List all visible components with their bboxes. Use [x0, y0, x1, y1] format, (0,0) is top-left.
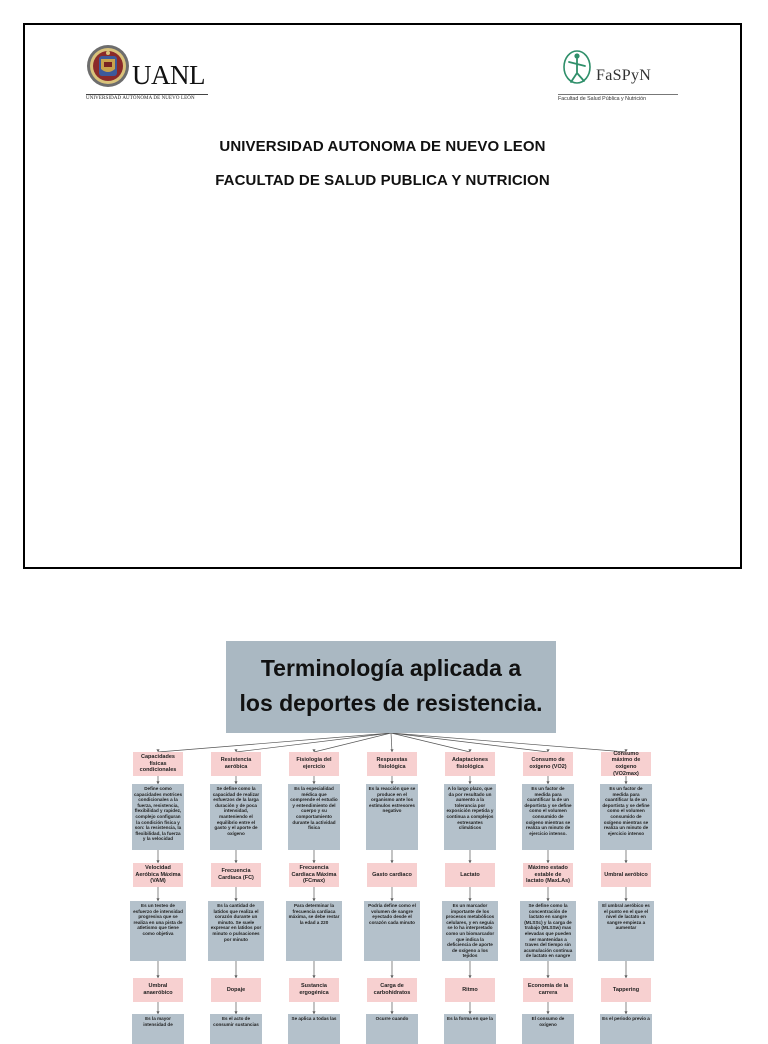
column-7-definition-2: El umbral aeróbico es el punto en el que el nivel de lactato en sangre empieza a aumentar: [598, 901, 654, 961]
column-3-definition-2: Para determinar la frecuencia cardiaca máxima, se debe restar la edad a 220: [286, 901, 342, 961]
title-to-term-connector: [391, 733, 392, 752]
column-2-definition-2: Es la cantidad de latidos que realiza el corazón durante un minuto. Se suele expresar en latidos por minuto o pulsaciones por minuto: [208, 901, 264, 961]
column-6-term-3: Economía de la carrera: [523, 978, 573, 1002]
column-3-definition: Es la especialidad médica que comprende el estudio y entendimiento del cuerpo y su comportamiento durante la actividad física: [288, 784, 340, 850]
title-to-term-connector: [236, 733, 391, 752]
column-3-term-3: Sustancia ergogénica: [289, 978, 339, 1002]
column-5-definition: A lo largo plazo, que da por resultado un aumento a la tolerancia por exposición repetida y continua a complejos estresantes climáticos: [444, 784, 496, 850]
title-line-2: los deportes de resistencia.: [239, 690, 543, 716]
faculty-heading: FACULTAD DE SALUD PUBLICA Y NUTRICION: [215, 172, 550, 189]
column-6-term-2: Máximo estado estable de lactato (MaxLAs): [523, 863, 573, 887]
column-4-term-3: Carga de carbohidratos: [367, 978, 417, 1002]
column-3-definition-3: Se aplica a todas las: [288, 1014, 340, 1044]
column-5-definition-3: Es la forma en que la: [444, 1014, 496, 1044]
uanl-logo-subtitle: UNIVERSIDAD AUTÓNOMA DE NUEVO LEÓN: [86, 96, 195, 101]
cover-page: [23, 23, 742, 569]
title-to-term-connector: [158, 733, 391, 752]
faspyn-emblem-icon: [560, 47, 594, 89]
column-7-term-2: Umbral aeróbico: [601, 863, 651, 887]
column-5-term: Adaptaciones fisiológica: [445, 752, 495, 776]
column-2-definition: Se define como la capacidad de realizar esfuerzos de la larga duración y de poca intensidad, manteniendo el equilibrio entre el gasto y el aporte de oxígeno: [210, 784, 262, 850]
column-5-term-3: Ritmo: [445, 978, 495, 1002]
column-2-term-2: Frecuencia Cardiaca (FC): [211, 863, 261, 887]
faspyn-logo-subtitle: Facultad de Salud Pública y Nutrición: [558, 96, 647, 102]
column-1-definition-2: Es un testeo de esfuerzo de intensidad progresiva que se realiza en una pista de atletismo que tiene como objetiva: [130, 901, 186, 961]
column-4-term-2: Gasto cardiaco: [367, 863, 417, 887]
column-1-definition-3: Es la mayor intensidad de: [132, 1014, 184, 1044]
column-4-definition: Es la reacción que se produce en el organismo ante los estímulos estresores negativo: [366, 784, 418, 850]
uanl-logo: [86, 44, 212, 104]
column-2-term-3: Dopaje: [211, 978, 261, 1002]
title-to-term-connector: [391, 733, 548, 752]
title-line-1: Terminología aplicada a: [260, 655, 522, 681]
column-7-definition-3: Es el periodo previo a: [600, 1014, 652, 1044]
university-seal-icon: [86, 44, 130, 88]
concept-map-title: [226, 641, 556, 733]
column-7-term: Consumo máximo de oxigeno (VO2max): [601, 752, 651, 776]
faspyn-logo-rule: [558, 94, 678, 95]
column-2-term: Resistencia aeróbica: [211, 752, 261, 776]
column-2-definition-3: Es el acto de consumir sustancias: [210, 1014, 262, 1044]
column-1-term: Capacidades físicas condicionales: [133, 752, 183, 776]
column-1-definition: Define como capacidades motrices condicionales a la fuerza, resistencia, flexibilidad y rapidez, complejo configuran la condición física y son: la resistencia, la flexibilidad, la fuerza y la velocidad: [132, 784, 184, 850]
column-4-definition-3: Ocurre cuando: [366, 1014, 418, 1044]
column-5-term-2: Lactato: [445, 863, 495, 887]
concept-map-page: [0, 570, 768, 1027]
column-3-term: Fisiología del ejercicio: [289, 752, 339, 776]
faspyn-logo-text: FaSPyN: [596, 67, 652, 84]
column-1-term-3: Umbral anaeróbico: [133, 978, 183, 1002]
university-heading: UNIVERSIDAD AUTONOMA DE NUEVO LEON: [219, 138, 546, 155]
column-6-definition: Es un factor de medida para cuantificar la de un deportista y se define como el volumen consumido de oxígeno mientras se realiza un minuto de ejercicio intenso.: [522, 784, 574, 850]
column-4-term: Respuestas fisiológica: [367, 752, 417, 776]
column-1-term-2: Velocidad Aeróbica Máxima (VAM): [133, 863, 183, 887]
column-7-definition: Es un factor de medida para cuantificar la de un deportista y se define como el volumen consumido de oxígeno mientras se realiza un minuto de ejercicio intenso: [600, 784, 652, 850]
uanl-logo-rule: [86, 94, 208, 95]
uanl-logo-text: UANL: [132, 60, 205, 90]
title-to-term-connector: [391, 733, 626, 752]
column-4-definition-2: Podría define como el volumen de sangre eyectado desde el corazón cada minuto: [364, 901, 420, 961]
faspyn-logo: [556, 47, 682, 105]
column-6-definition-2: Se define como la concentración de lactato en sangre (MLSSc) y la carga de trabajo (MLSSw) mas elevadas que pueden ser mantenidas a traves del tiempo sin acumulación continua de lactato en sangre: [520, 901, 576, 961]
column-6-definition-3: El consumo de oxígeno: [522, 1014, 574, 1044]
column-3-term-2: Frecuencia Cardiaca Máxima (FCmax): [289, 863, 339, 887]
column-7-term-3: Tappering: [601, 978, 651, 1002]
column-5-definition-2: Es un marcador importante de los procesos metabólicos celulares, y en seguía se lo ha interpretado como un biomarcador que indica la deficiencia de aporte de oxígeno a los tejidos: [442, 901, 498, 961]
column-6-term: Consumo de oxígeno (VO2): [523, 752, 573, 776]
